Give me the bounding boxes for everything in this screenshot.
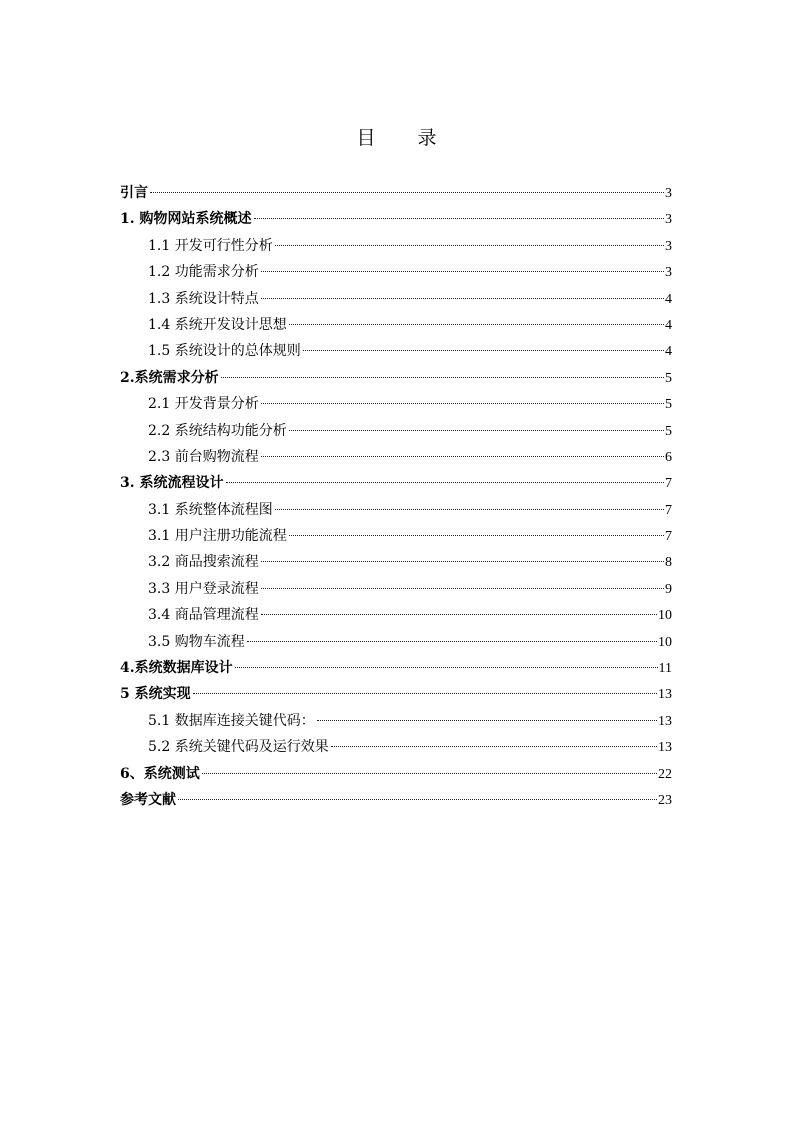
toc-entry-page-number: 3	[665, 186, 672, 201]
dot-leader	[226, 482, 665, 483]
toc-entry-page-number: 4	[665, 344, 672, 360]
toc-entry-label: 3.4 商品管理流程	[148, 607, 259, 624]
toc-entry-page-number: 11	[658, 661, 672, 677]
dot-leader	[150, 192, 664, 193]
dot-leader	[178, 799, 657, 800]
toc-entry[interactable]	[120, 549, 672, 575]
toc-entry-page-number: 3	[665, 238, 672, 254]
toc-entry-label: 3. 系统流程设计	[120, 475, 224, 492]
toc-entry[interactable]	[120, 312, 672, 338]
toc-entry-label: 3.1 用户注册功能流程	[148, 528, 287, 545]
toc-entry-page-number: 5	[665, 423, 672, 439]
toc-entry-page-number: 5	[665, 370, 672, 386]
toc-entry-page-number: 13	[658, 687, 672, 703]
dot-leader	[275, 245, 664, 246]
dot-leader	[289, 535, 664, 536]
toc-entry-label: 2.系统需求分析	[120, 369, 219, 386]
dot-leader	[254, 218, 665, 219]
toc-entry-page-number: 7	[665, 529, 672, 545]
toc-entry[interactable]	[120, 180, 672, 206]
toc-entry-label: 1.1 开发可行性分析	[148, 237, 273, 254]
toc-entry-page-number: 22	[658, 766, 672, 782]
dot-leader	[261, 561, 664, 562]
dot-leader	[247, 641, 657, 642]
toc-entry-label: 1.2 功能需求分析	[148, 264, 259, 281]
toc-entry-page-number: 13	[658, 713, 672, 729]
toc-entry-label: 6、系统测试	[120, 765, 200, 782]
toc-entry-page-number: 3	[665, 212, 672, 228]
toc-entry-label: 1. 购物网站系统概述	[120, 211, 252, 228]
toc-entry-page-number: 4	[665, 317, 672, 333]
toc-entry-page-number: 9	[665, 581, 672, 597]
toc-entry[interactable]	[120, 470, 672, 496]
toc-entry[interactable]	[120, 681, 672, 707]
toc-title: 目 录	[356, 127, 455, 149]
dot-leader	[193, 693, 657, 694]
toc-entry[interactable]	[120, 655, 672, 681]
toc-entry-page-number: 6	[665, 449, 672, 465]
toc-entry[interactable]	[120, 629, 672, 655]
toc-entry[interactable]	[120, 444, 672, 470]
toc-entry[interactable]	[120, 523, 672, 549]
toc-entry[interactable]	[120, 206, 672, 232]
dot-leader	[202, 773, 657, 774]
dot-leader	[235, 667, 658, 668]
toc-entry-label: 3.1 系统整体流程图	[148, 501, 273, 518]
toc-entry[interactable]	[120, 734, 672, 760]
toc-entry-label: 2.3 前台购物流程	[148, 448, 259, 465]
dot-leader	[275, 509, 664, 510]
toc-entry-page-number: 23	[658, 792, 672, 808]
toc-entry-label: 3.3 用户登录流程	[148, 580, 259, 597]
dot-leader	[331, 746, 657, 747]
dot-leader	[261, 614, 657, 615]
toc-entry-label: 1.3 系统设计特点	[148, 290, 259, 307]
toc-entry-page-number: 10	[658, 608, 672, 624]
table-of-contents	[120, 180, 672, 813]
dot-leader	[261, 271, 664, 272]
dot-leader	[261, 456, 664, 457]
dot-leader	[303, 350, 664, 351]
dot-leader	[317, 720, 657, 721]
dot-leader	[261, 588, 664, 589]
toc-entry-label: 4.系统数据库设计	[120, 660, 233, 677]
toc-entry-label: 5.2 系统关键代码及运行效果	[148, 739, 329, 756]
toc-entry[interactable]	[120, 259, 672, 285]
toc-entry-page-number: 5	[665, 397, 672, 413]
toc-entry-page-number: 8	[665, 555, 672, 571]
toc-entry[interactable]	[120, 365, 672, 391]
dot-leader	[289, 430, 664, 431]
toc-entry[interactable]	[120, 286, 672, 312]
toc-entry[interactable]	[120, 497, 672, 523]
dot-leader	[261, 298, 664, 299]
dot-leader	[289, 324, 664, 325]
toc-entry-label: 5.1 数据库连接关键代码：	[148, 712, 315, 729]
toc-entry-label: 参考文献	[120, 791, 176, 808]
toc-entry-label: 3.5 购物车流程	[148, 633, 245, 650]
toc-entry-page-number: 4	[665, 291, 672, 307]
toc-entry[interactable]	[120, 233, 672, 259]
toc-entry[interactable]	[120, 576, 672, 602]
toc-entry-label: 2.2 系统结构功能分析	[148, 422, 287, 439]
toc-entry-label: 1.5 系统设计的总体规则	[148, 343, 301, 360]
toc-entry-label: 1.4 系统开发设计思想	[148, 316, 287, 333]
toc-entry-label: 3.2 商品搜索流程	[148, 554, 259, 571]
toc-entry[interactable]	[120, 761, 672, 787]
toc-entry-page-number: 7	[665, 476, 672, 492]
toc-entry-label: 2.1 开发背景分析	[148, 396, 259, 413]
toc-entry-label: 引言	[120, 185, 148, 201]
dot-leader	[261, 403, 664, 404]
toc-entry[interactable]	[120, 708, 672, 734]
toc-entry[interactable]	[120, 338, 672, 364]
toc-entry[interactable]	[120, 787, 672, 813]
toc-entry-label: 5 系统实现	[120, 686, 191, 703]
toc-entry-page-number: 3	[665, 265, 672, 281]
toc-entry[interactable]	[120, 418, 672, 444]
toc-entry[interactable]	[120, 391, 672, 417]
toc-entry-page-number: 10	[658, 634, 672, 650]
toc-entry-page-number: 13	[658, 740, 672, 756]
toc-entry-page-number: 7	[665, 502, 672, 518]
toc-entry[interactable]	[120, 602, 672, 628]
dot-leader	[221, 377, 664, 378]
